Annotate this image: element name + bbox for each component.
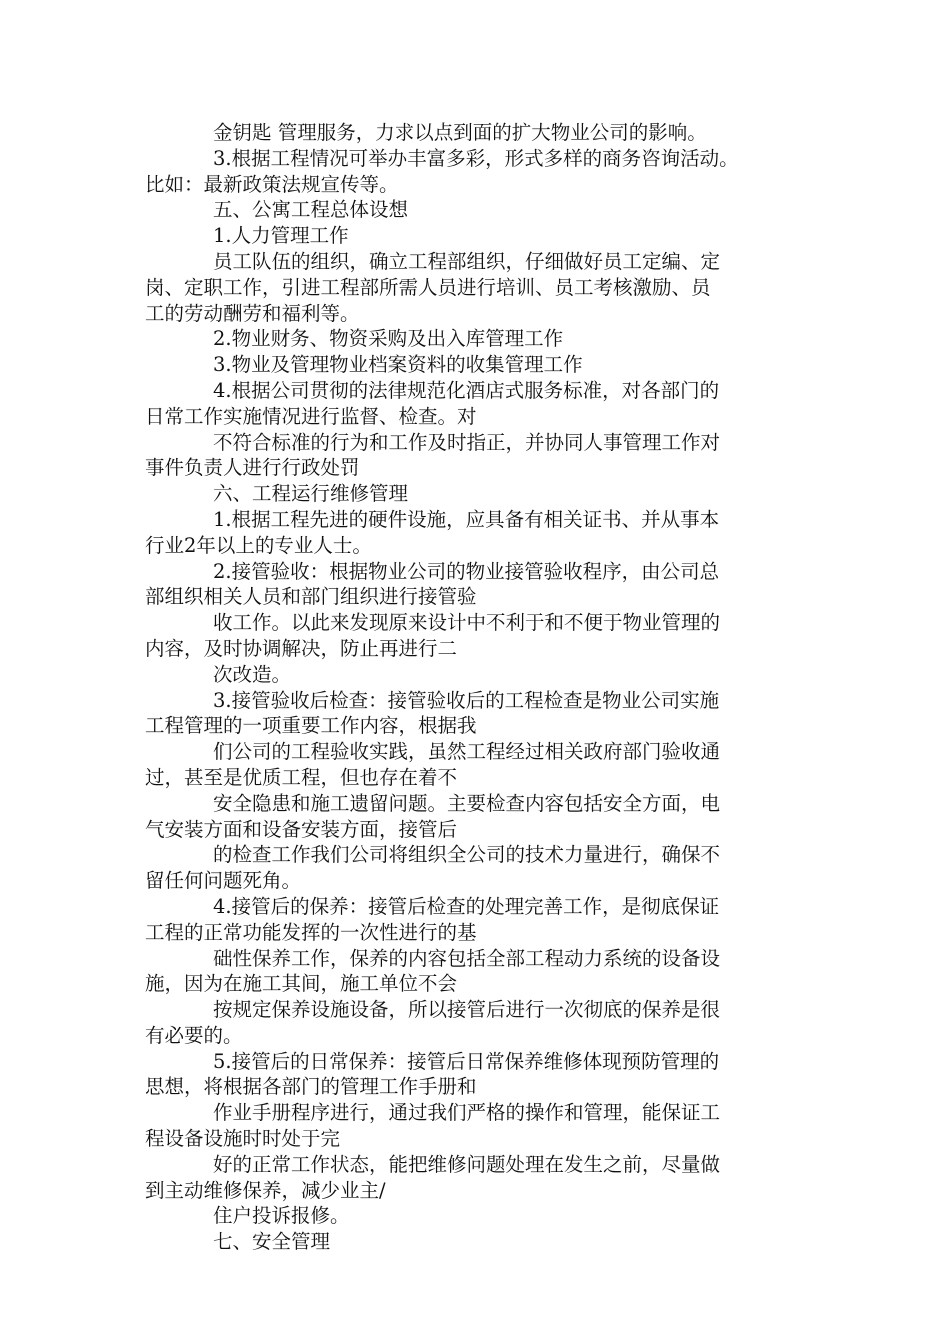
text-line: 工的劳动酬劳和福利等。	[145, 301, 360, 325]
text-line: 七、安全管理	[213, 1230, 331, 1254]
text-line: 按规定保养设施设备，所以接管后进行一次彻底的保养是很	[213, 998, 721, 1022]
text-line: 2.物业财务、物资采购及出入库管理工作	[213, 327, 564, 351]
text-line: 过，甚至是优质工程，但也存在着不	[145, 765, 458, 789]
text-line: 岗、定职工作，引进工程部所需人员进行培训、员工考核激励、员	[145, 275, 711, 299]
text-line: 础性保养工作，保养的内容包括全部工程动力系统的设备设	[213, 946, 721, 970]
text-line: 5.接管后的日常保养：接管后日常保养维修体现预防管理的	[213, 1049, 720, 1073]
text-line: 的检查工作我们公司将组织全公司的技术力量进行，确保不	[213, 843, 721, 867]
text-line: 员工队伍的组织，确立工程部组织，仔细做好员工定编、定	[213, 249, 721, 273]
text-line: 内容，及时协调解决，防止再进行二	[145, 636, 458, 660]
text-line: 3.接管验收后检查：接管验收后的工程检查是物业公司实施	[213, 688, 720, 712]
text-line: 行业2年以上的专业人士。	[145, 533, 372, 557]
text-line: 程设备设施时时处于完	[145, 1127, 341, 1151]
text-line: 施，因为在施工其间，施工单位不会	[145, 972, 458, 996]
text-line: 气安装方面和设备安装方面，接管后	[145, 817, 458, 841]
text-line: 有必要的。	[145, 1023, 243, 1047]
text-line: 3.根据工程情况可举办丰富多彩，形式多样的商务咨询活动。	[213, 146, 739, 170]
text-line: 六、工程运行维修管理	[213, 482, 409, 506]
text-line: 事件负责人进行行政处罚	[145, 456, 360, 480]
text-line: 安全隐患和施工遗留问题。主要检查内容包括安全方面，电	[213, 791, 721, 815]
text-line: 部组织相关人员和部门组织进行接管验	[145, 585, 477, 609]
text-line: 思想，将根据各部门的管理工作手册和	[145, 1075, 477, 1099]
text-line: 收工作。以此来发现原来设计中不利于和不便于物业管理的	[213, 611, 721, 635]
text-line: 工程管理的一项重要工作内容，根据我	[145, 714, 477, 738]
text-line: 留任何问题死角。	[145, 869, 302, 893]
text-line: 比如：最新政策法规宣传等。	[145, 172, 399, 196]
text-line: 4.根据公司贯彻的法律规范化酒店式服务标准，对各部门的	[213, 378, 720, 402]
text-line: 1.根据工程先进的硬件设施，应具备有相关证书、并从事本	[213, 507, 720, 531]
text-line: 好的正常工作状态，能把维修问题处理在发生之前，尽量做	[213, 1152, 721, 1176]
text-line: 2.接管验收：根据物业公司的物业接管验收程序，由公司总	[213, 559, 720, 583]
text-line: 们公司的工程验收实践，虽然工程经过相关政府部门验收通	[213, 740, 721, 764]
text-line: 金钥匙 管理服务，力求以点到面的扩大物业公司的影响。	[213, 121, 707, 144]
text-line: 五、公寓工程总体设想	[213, 198, 409, 222]
text-line: 1.人力管理工作	[213, 224, 349, 248]
document-body	[145, 120, 813, 1255]
text-line: 次改造。	[213, 662, 292, 686]
text-line: 工程的正常功能发挥的一次性进行的基	[145, 920, 477, 944]
text-line: 住户投诉报修。	[213, 1204, 350, 1228]
text-line: 日常工作实施情况进行监督、检查。对	[145, 404, 477, 428]
text-line: 4.接管后的保养：接管后检查的处理完善工作，是彻底保证	[213, 894, 720, 918]
text-line: 3.物业及管理物业档案资料的收集管理工作	[213, 353, 583, 377]
text-line: 到主动维修保养，减少业主/	[145, 1178, 386, 1202]
text-line: 不符合标准的行为和工作及时指正，并协同人事管理工作对	[213, 430, 721, 454]
text-line: 作业手册程序进行，通过我们严格的操作和管理，能保证工	[213, 1101, 721, 1125]
